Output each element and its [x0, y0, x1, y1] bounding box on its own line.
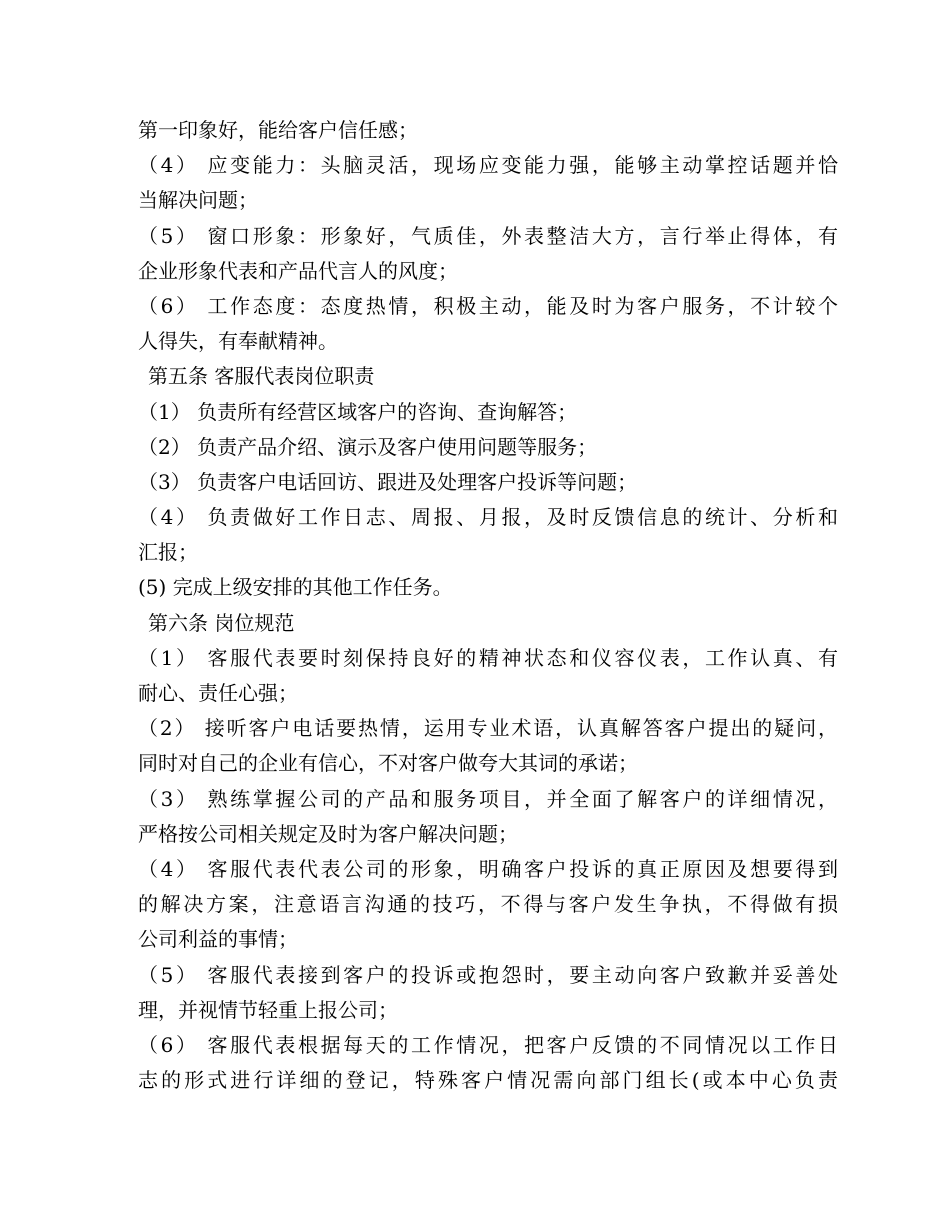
text-line: （1） 负责所有经营区域客户的咨询、查询解答； [138, 399, 578, 424]
text-line: 严格按公司相关规定及时为客户解决问题； [138, 821, 518, 846]
text-line: 的解决方案，注意语言沟通的技巧，不得与客户发生争执，不得做有损 [138, 892, 838, 917]
text-line: 第一印象好，能给客户信任感； [138, 118, 418, 142]
text-line: 公司利益的事情； [138, 927, 298, 952]
text-line: （5） 窗口形象：形象好，气质佳，外表整洁大方，言行举止得体，有 [138, 223, 838, 248]
text-line: （4） 负责做好工作日志、周报、月报，及时反馈信息的统计、分析和 [138, 505, 838, 530]
section-heading: 第六条 岗位规范 [148, 610, 295, 635]
text-line: （6） 工作态度：态度热情，积极主动，能及时为客户服务，不计较个 [138, 293, 838, 318]
text-line: （4） 应变能力：头脑灵活，现场应变能力强，能够主动掌控话题并恰 [138, 153, 838, 178]
text-line: 当解决问题； [138, 188, 258, 213]
text-line: 人得失，有奉献精神。 [138, 329, 338, 354]
text-line: （3） 负责客户电话回访、跟进及处理客户投诉等问题； [138, 469, 638, 494]
text-line: （2） 负责产品介绍、演示及客户使用问题等服务； [138, 434, 598, 459]
text-line: (5) 完成上级安排的其他工作任务。 [138, 575, 453, 600]
text-line: 汇报； [138, 540, 198, 565]
section-heading: 第五条 客服代表岗位职责 [148, 364, 375, 389]
text-line: （1） 客服代表要时刻保持良好的精神状态和仪容仪表，工作认真、有 [138, 645, 838, 670]
text-line: 理，并视情节轻重上报公司； [138, 997, 398, 1022]
text-line: （2） 接听客户电话要热情，运用专业术语，认真解答客户提出的疑问， [138, 716, 838, 741]
text-line: 企业形象代表和产品代言人的风度； [138, 258, 458, 283]
text-line: 志的形式进行详细的登记，特殊客户情况需向部门组长(或本中心负责 [138, 1068, 838, 1093]
text-line: （5） 客服代表接到客户的投诉或抱怨时，要主动向客户致歉并妥善处 [138, 962, 838, 987]
text-line: （4） 客服代表代表公司的形象，明确客户投诉的真正原因及想要得到 [138, 856, 838, 881]
text-line: （3） 熟练掌握公司的产品和服务项目，并全面了解客户的详细情况， [138, 786, 838, 811]
text-line: （6） 客服代表根据每天的工作情况，把客户反馈的不同情况以工作日 [138, 1032, 838, 1057]
text-line: 耐心、责任心强； [138, 681, 298, 705]
text-line: 同时对自己的企业有信心，不对客户做夸大其词的承诺； [138, 751, 638, 776]
document-body [138, 113, 838, 1098]
